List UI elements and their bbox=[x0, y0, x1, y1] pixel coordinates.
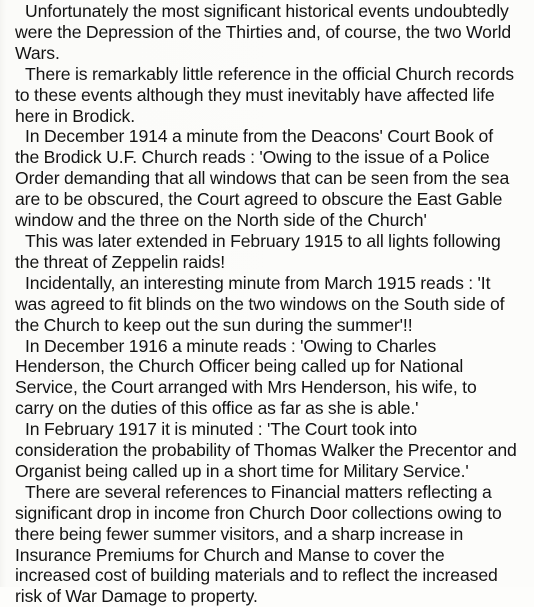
text-line: the Church to keep out the sun during the summer'!! bbox=[15, 314, 413, 335]
text-line: In December 1916 a minute reads : 'Owing to Charles bbox=[25, 335, 437, 356]
text-line: increased cost of building materials and to reflect the increased bbox=[15, 565, 498, 586]
text-line: Service, the Court arranged with Mrs Henderson, his wife, to bbox=[15, 377, 477, 398]
text-line: Incidentally, an interesting minute from March 1915 reads : 'It bbox=[25, 272, 491, 293]
text-line: Order demanding that all windows that can be seen from the sea bbox=[15, 168, 510, 189]
text-line: to these events although they must inevitably have affected life bbox=[15, 84, 495, 105]
text-line: Organist being called up in a short time for Military Service.' bbox=[15, 460, 469, 481]
text-line: the Brodick U.F. Church reads : 'Owing to the issue of a Police bbox=[15, 147, 490, 168]
paragraph-6 bbox=[5, 336, 530, 420]
paragraph-3 bbox=[5, 126, 530, 231]
text-line: There is remarkably little reference in the official Church records bbox=[25, 63, 514, 84]
text-line: were the Depression of the Thirties and, of course, the two World bbox=[15, 21, 512, 42]
paragraph-4 bbox=[5, 231, 530, 273]
text-line: Wars. bbox=[15, 42, 60, 63]
document-body bbox=[5, 1, 530, 607]
text-line: the threat of Zeppelin raids! bbox=[15, 251, 226, 272]
paragraph-2 bbox=[5, 64, 530, 127]
text-line: In February 1917 it is minuted : 'The Court took into bbox=[25, 419, 418, 440]
text-line: This was later extended in February 1915 to all lights following bbox=[25, 230, 501, 251]
text-line: there being fewer summer visitors, and a sharp increase in bbox=[15, 523, 464, 544]
paragraph-5 bbox=[5, 273, 530, 336]
paragraph-8 bbox=[5, 482, 530, 607]
text-line: carry on the duties of this office as far as she is able.' bbox=[15, 398, 419, 419]
text-line: significant drop in income fron Church Door collections owing to bbox=[15, 502, 502, 523]
text-line: was agreed to fit blinds on the two windows on the South side of bbox=[15, 293, 505, 314]
text-line: In December 1914 a minute from the Deacons' Court Book of bbox=[25, 126, 493, 147]
text-line: risk of War Damage to property. bbox=[15, 586, 258, 607]
text-line: Unfortunately the most significant historical events undoubtedly bbox=[25, 1, 509, 21]
text-line: Henderson, the Church Officer being called up for National bbox=[15, 356, 464, 377]
text-line: There are several references to Financial matters reflecting a bbox=[25, 481, 492, 502]
text-line: consideration the probability of Thomas Walker the Precentor and bbox=[15, 440, 517, 461]
text-line: Insurance Premiums for Church and Manse to cover the bbox=[15, 544, 445, 565]
text-line: here in Brodick. bbox=[15, 105, 136, 126]
paragraph-7 bbox=[5, 419, 530, 482]
text-line: window and the three on the North side of the Church' bbox=[15, 210, 427, 231]
paragraph-1 bbox=[5, 1, 530, 64]
text-line: are to be obscured, the Court agreed to obscure the East Gable bbox=[15, 189, 503, 210]
